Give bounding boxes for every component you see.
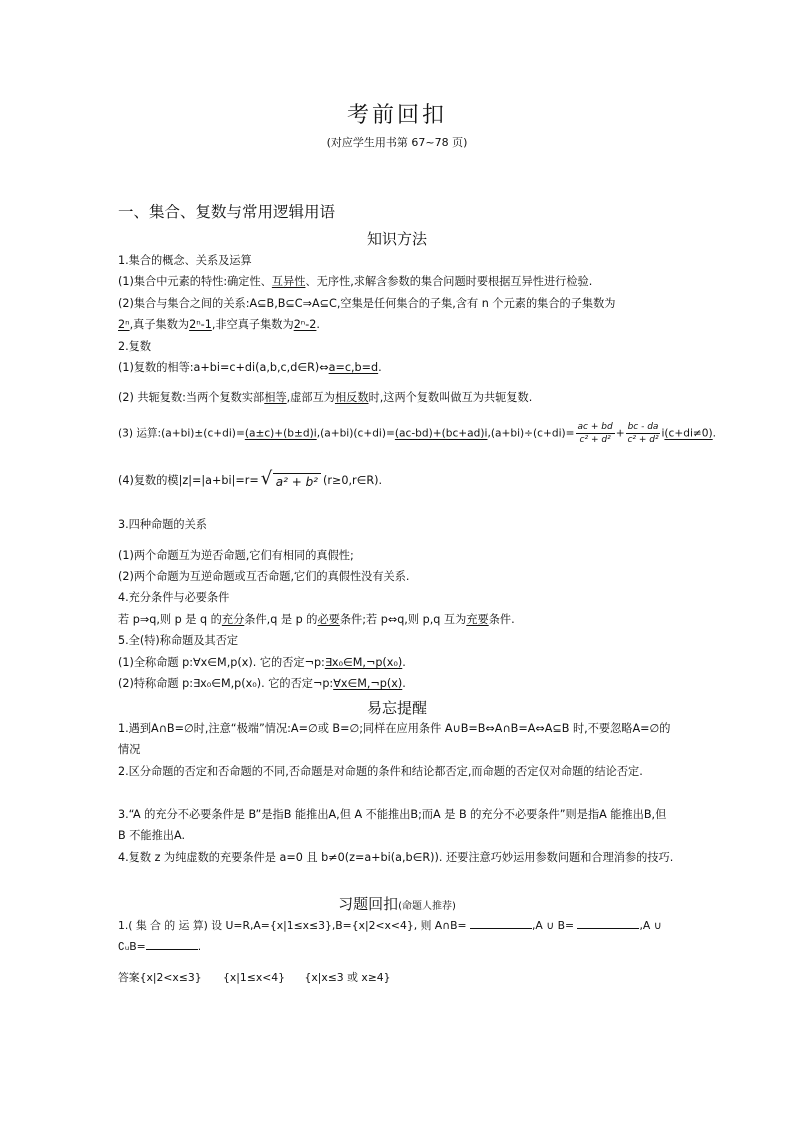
text: 1.( 集 合 的 运 算) 设 U=R,A={x|1≤x≤3},B={x|2<x<4}, 则 A∩B= [118, 919, 470, 932]
text: 条件,q 是 p 的 [244, 613, 318, 626]
m2-1 [118, 359, 678, 375]
m3-2: (2)两个命题为互逆命题或互否命题,它们的真假性没有关系. [118, 570, 410, 583]
m3-title: 3.四种命题的关系 [118, 518, 207, 531]
text: (1)复数的相等:a+bi=c+di(a,b,c,d∈R)⇔ [118, 361, 329, 374]
reminder-2: 2.区分命题的否定和否命题的不同,否命题是对命题的条件和结论都否定,而命题的否定仅对命题的结论否定. [118, 765, 643, 778]
reminder-1: 1.遇到A∩B=∅时,注意“极端”情况:A=∅或 B=∅;同样在应用条件 A∪B=B⇔A∩B=A⇔A⊆B 时,不要忽略A=∅的情况 [118, 722, 671, 756]
page-title: 考前回扣 [346, 103, 447, 128]
fraction-numerator: ac + bd [577, 422, 613, 432]
text: (2)特称命题 p:∃x₀∈M,p(x₀). 它的否定¬p: [118, 677, 334, 690]
text: ,(a+bi)÷(c+di)= [487, 427, 575, 440]
m1-1 [118, 273, 678, 289]
text: ,真子集数为 [129, 318, 190, 331]
section-title: 一、集合、复数与常用逻辑用语 [118, 203, 336, 221]
answer-underline: 2ⁿ-2 [293, 318, 317, 331]
text: 若 p⇒q,则 p 是 q 的 [118, 613, 222, 626]
text: 、无序性,求解含参数的集合问题时要根据互异性进行检验. [305, 275, 593, 288]
answer-label: 答案 [118, 971, 140, 984]
text: ,A ∪ [639, 919, 662, 932]
m5-title: 5.全(特)称命题及其否定 [118, 634, 239, 647]
text: (4)复数的模|z|=|a+bi|=r= [118, 474, 259, 487]
text: (1)全称命题 p:∀x∈M,p(x). 它的否定¬p: [118, 656, 325, 669]
m2-3 [118, 422, 717, 445]
m5-2 [118, 675, 678, 691]
m5-1 [118, 654, 678, 670]
text: . [712, 427, 717, 440]
answer-underline: 充分 [221, 613, 245, 626]
text: (2) 共轭复数:当两个复数实部 [118, 391, 265, 404]
text: i [661, 427, 665, 440]
exercise-1-line1 [118, 918, 678, 933]
text: (3) 运算:(a+bi)±(c+di)= [118, 427, 245, 440]
text: ,非空真子集数为 [211, 318, 294, 331]
text: + [615, 427, 625, 440]
answer-underline: 2ⁿ-1 [189, 318, 212, 331]
radical-sign: √ [260, 468, 273, 489]
answer-underline: a=c,b=d [328, 361, 379, 374]
radicand: a² + b² [273, 473, 321, 489]
text: . [402, 677, 406, 690]
heading-exercises-text: 习题回扣 [338, 895, 399, 913]
text: ,A ∪ B= [531, 919, 578, 932]
square-root [260, 468, 321, 489]
reminder-4: 4.复数 z 为纯虚数的充要条件是 a=0 且 b≠0(z=a+bi(a,b∈R)). 还要注意巧妙运用参数问题和合理消参的技巧. [118, 851, 674, 864]
text: ∁ᵤB= [118, 940, 146, 953]
heading-exercises-note: (命题人推荐) [398, 901, 456, 912]
answer-value: {x|x≤3 或 x≥4} [304, 971, 391, 984]
answer-underline: ∃x₀∈M,¬p(x₀) [324, 656, 403, 669]
answer-underline: 必要 [317, 613, 340, 626]
answer-underline: 相等 [264, 391, 287, 404]
text: . [197, 940, 202, 953]
answer-line [118, 970, 678, 985]
heading-reminders: 易忘提醒 [366, 699, 427, 717]
text: 时,这两个复数叫做互为共轭复数. [368, 391, 533, 404]
m1-2b [118, 316, 678, 332]
m1-2a: (2)集合与集合之间的关系:A⊆B,B⊆C⇒A⊆C,空集是任何集合的子集,含有 n 个元素的集合的子集数为 [118, 297, 616, 310]
answer-underline: (ac-bd)+(bc+ad)i [394, 427, 488, 440]
fraction-imag [626, 422, 661, 445]
answer-blank [577, 928, 639, 929]
answer-underline: (a±c)+(b±d)i [244, 427, 317, 440]
reminder-3: 3.“A 的充分不必要条件是 B”是指B 能推出A,但 A 不能推出B;而A 是 B 的充分不必要条件”则是指A 能推出B,但 B 不能推出A. [118, 808, 667, 842]
answer-value: {x|2<x≤3} [139, 971, 202, 984]
fraction-numerator: bc - da [627, 422, 659, 432]
answer-underline: (c+di≠0) [664, 427, 713, 440]
heading-exercises [0, 893, 794, 914]
answer-underline: ∀x∈M,¬p(x) [333, 677, 403, 690]
text: . [378, 361, 382, 374]
m3-1: (1)两个命题互为逆否命题,它们有相同的真假性; [118, 549, 354, 562]
text: 条件;若 p⇔q,则 p,q 互为 [339, 613, 467, 626]
answer-blank [146, 949, 198, 950]
answer-blank [470, 928, 532, 929]
fraction-real [576, 422, 615, 445]
text: ,虚部互为 [286, 391, 335, 404]
answer-underline: 充要 [466, 613, 489, 626]
answer-underline: 相反数 [334, 391, 369, 404]
m1-title: 1.集合的概念、关系及运算 [118, 254, 252, 267]
text: 条件. [488, 613, 515, 626]
answer-underline: 2ⁿ [118, 318, 130, 331]
heading-methods: 知识方法 [366, 230, 427, 248]
m2-4 [118, 468, 678, 489]
m2-2 [118, 389, 678, 405]
answer-underline: 互异性 [271, 275, 306, 288]
page-subtitle: (对应学生用书第 67~78 页) [326, 136, 468, 149]
text: (r≥0,r∈R). [323, 474, 383, 487]
text: . [402, 656, 406, 669]
text: (1)集合中元素的特性:确定性、 [118, 275, 272, 288]
exercise-1-line2 [118, 940, 678, 953]
text: . [316, 318, 320, 331]
fraction-denominator: c² + d² [579, 435, 611, 445]
answer-value: {x|1≤x<4} [223, 971, 286, 984]
m4-title: 4.充分条件与必要条件 [118, 591, 230, 604]
fraction-denominator: c² + d² [627, 435, 659, 445]
m2-title: 2.复数 [118, 340, 152, 353]
text: ,(a+bi)(c+di)= [316, 427, 395, 440]
m4-1 [118, 611, 678, 627]
